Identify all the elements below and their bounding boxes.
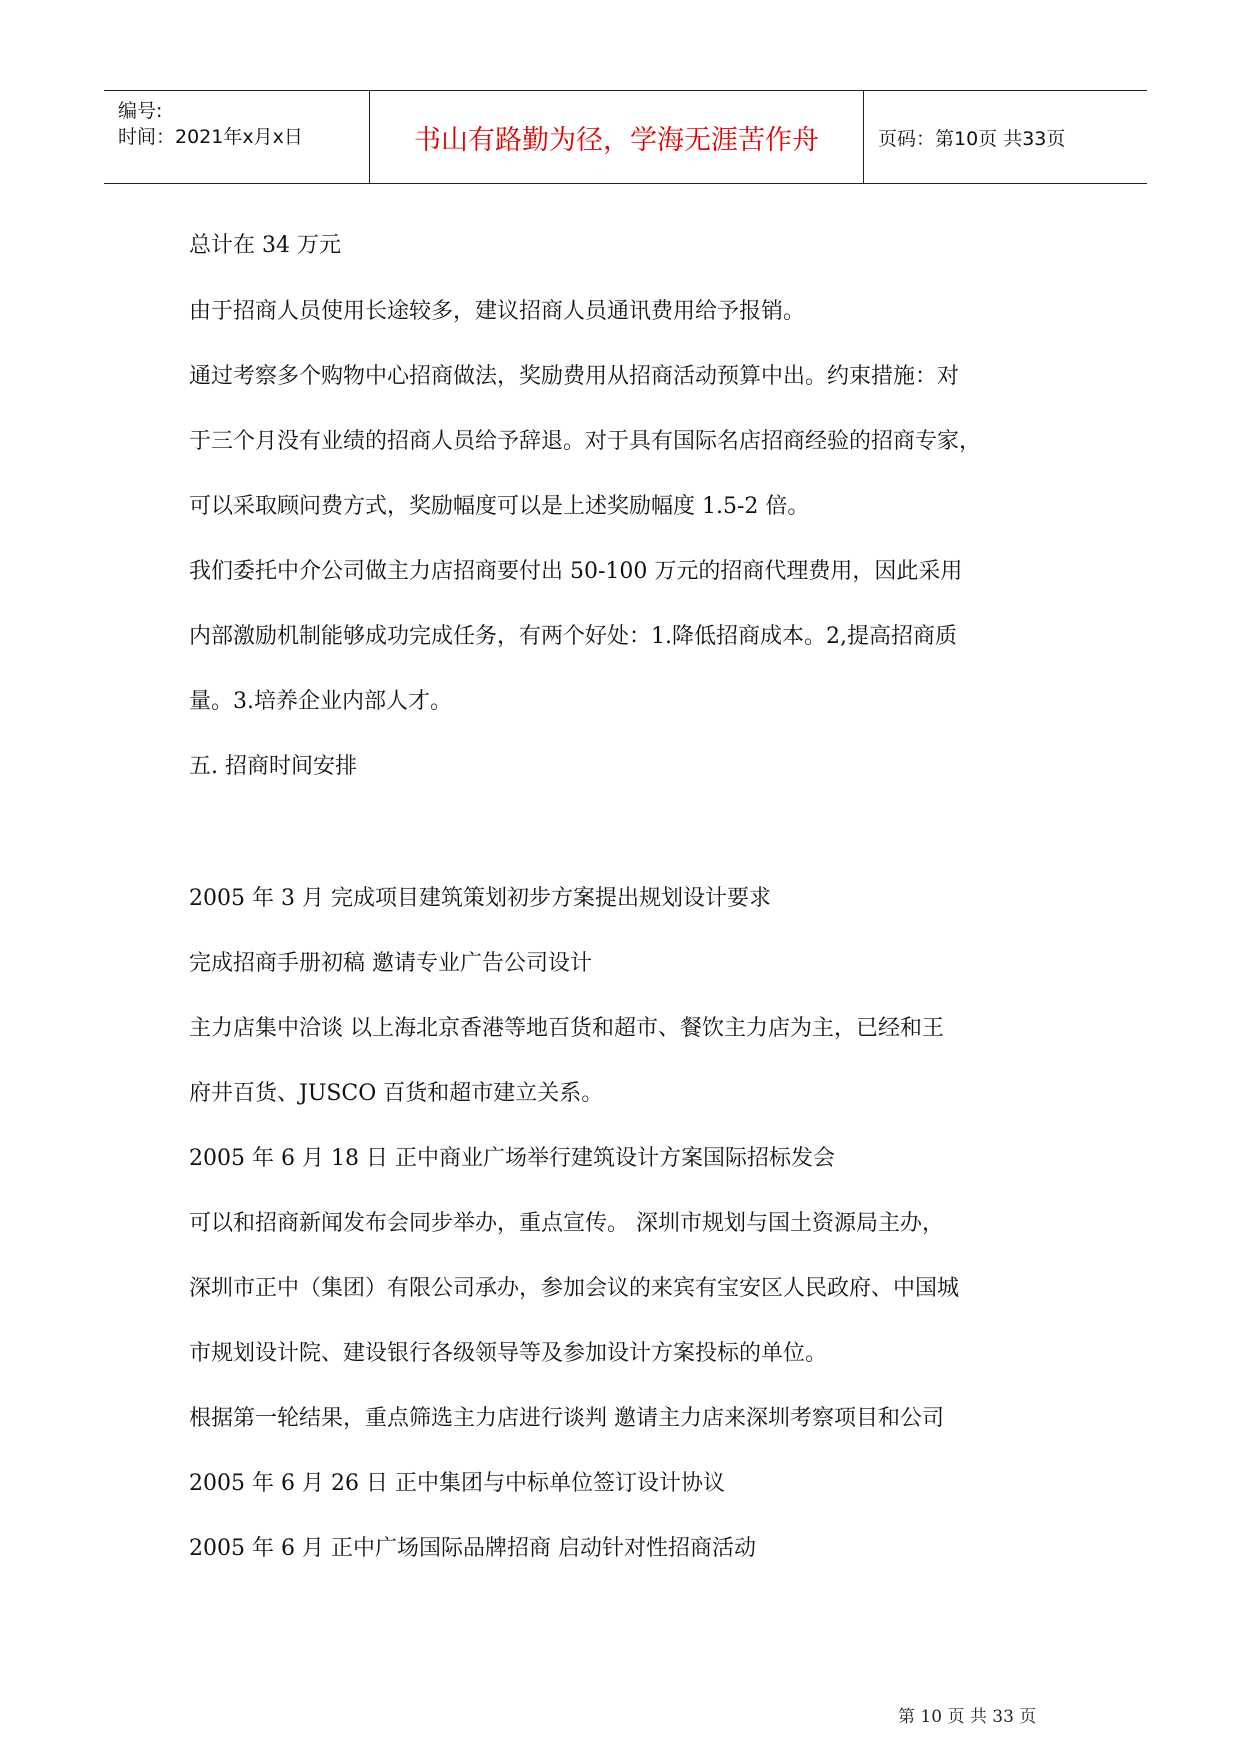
paragraph-line: 主力店集中洽谈 以上海北京香港等地百货和超市、餐饮主力店为主，已经和王 bbox=[189, 1016, 944, 1041]
paragraph-line: 2005 年 3 月 完成项目建筑策划初步方案提出规划设计要求 bbox=[189, 886, 771, 911]
paragraph-line: 根据第一轮结果，重点筛选主力店进行谈判 邀请主力店来深圳考察项目和公司 bbox=[189, 1406, 944, 1431]
paragraph-line: 2005 年 6 月 正中广场国际品牌招商 启动针对性招商活动 bbox=[189, 1536, 756, 1561]
paragraph-line: 府井百货、JUSCO 百货和超市建立关系。 bbox=[189, 1081, 604, 1106]
paragraph-line: 量。3.培养企业内部人才。 bbox=[189, 689, 452, 714]
paragraph-line: 市规划设计院、建设银行各级领导等及参加设计方案投标的单位。 bbox=[189, 1341, 828, 1366]
header-page-label: 页码：第10页 共33页 bbox=[878, 127, 1066, 150]
paragraph-line: 2005 年 6 月 26 日 正中集团与中标单位签订设计协议 bbox=[189, 1471, 725, 1496]
paragraph-line: 内部激励机制能够成功完成任务，有两个好处：1.降低招商成本。2,提高招商质 bbox=[189, 624, 957, 649]
page-footer: 第 10 页 共 33 页 bbox=[898, 1707, 1037, 1727]
paragraph-line: 通过考察多个购物中心招商做法，奖励费用从招商活动预算中出。约束措施：对 bbox=[189, 364, 960, 389]
number-label: 编号: bbox=[118, 100, 163, 122]
page-header bbox=[104, 90, 1147, 184]
paragraph-line: 完成招商手册初稿 邀请专业广告公司设计 bbox=[189, 951, 592, 976]
section-heading: 五. 招商时间安排 bbox=[189, 754, 357, 779]
paragraph-line: 于三个月没有业绩的招商人员给予辞退。对于具有国际名店招商经验的招商专家， bbox=[189, 429, 982, 454]
paragraph-line: 我们委托中介公司做主力店招商要付出 50-100 万元的招商代理费用，因此采用 bbox=[189, 559, 963, 584]
paragraph-line: 可以和招商新闻发布会同步举办，重点宣传。 深圳市规划与国土资源局主办， bbox=[189, 1211, 944, 1236]
paragraph-line: 深圳市正中（集团）有限公司承办，参加会议的来宾有宝安区人民政府、中国城 bbox=[189, 1276, 960, 1301]
paragraph-line: 可以采取顾问费方式，奖励幅度可以是上述奖励幅度 1.5-2 倍。 bbox=[189, 494, 810, 519]
header-motto: 书山有路勤为径，学海无涯苦作舟 bbox=[369, 91, 864, 183]
paragraph-line: 总计在 34 万元 bbox=[189, 233, 341, 258]
paragraph-line: 由于招商人员使用长途较多，建议招商人员通讯费用给予报销。 bbox=[189, 299, 806, 324]
time-label: 时间：2021年x月x日 bbox=[118, 126, 303, 148]
header-meta bbox=[104, 91, 369, 183]
paragraph-line: 2005 年 6 月 18 日 正中商业广场举行建筑设计方案国际招标发会 bbox=[189, 1146, 835, 1171]
